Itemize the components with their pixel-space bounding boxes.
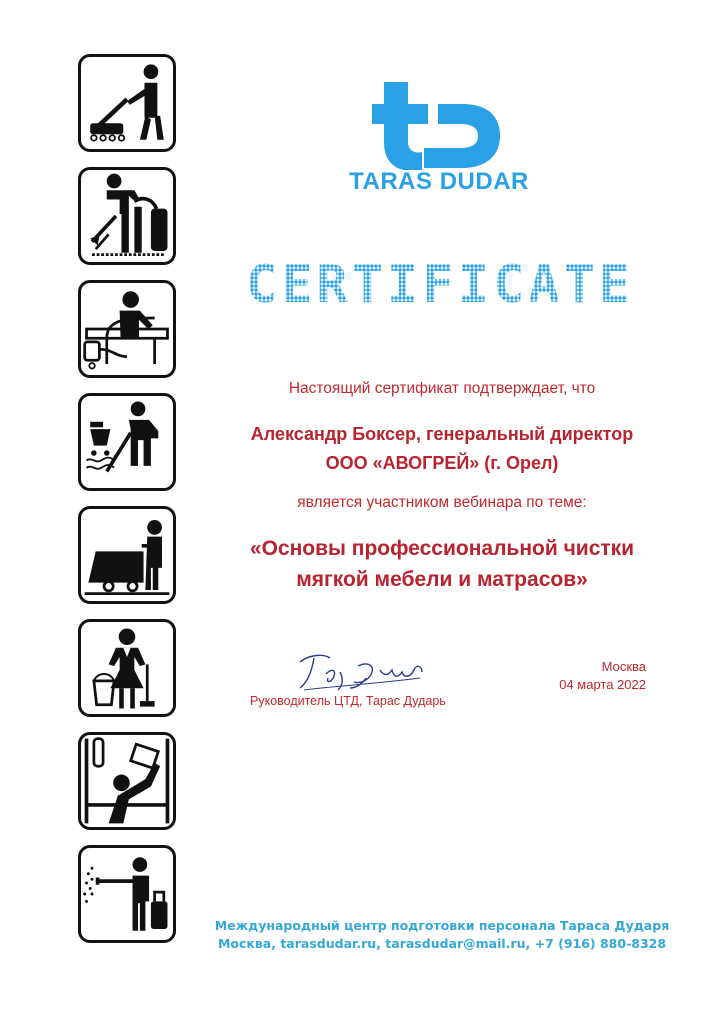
carpet-extractor-icon: [78, 167, 176, 265]
pressure-washer-icon: [78, 845, 176, 943]
recipient-company: ООО «АВОГРЕЙ» (г. Орел): [325, 453, 559, 473]
certificate-title-text: CERTIFICATE: [250, 260, 630, 310]
footer-contacts: Москва, tarasdudar.ru, tarasdudar@mail.ru, +7 (916) 880-8328: [217, 936, 667, 951]
topic-line-2: мягкой мебели и матрасов»: [296, 568, 588, 591]
brand-name: TARAS DUDAR: [349, 168, 529, 195]
handwritten-signature: [296, 648, 426, 696]
td-logo-mark: [326, 80, 552, 170]
janitor-mopping-icon: [78, 393, 176, 491]
signer-title: Руководитель ЦТД, Тарас Дударь: [250, 694, 446, 708]
intro-text: Настоящий сертификат подтверждает, что: [288, 380, 596, 397]
webinar-topic: [200, 533, 684, 595]
floor-polisher-icon: [78, 54, 176, 152]
recipient: [200, 420, 684, 478]
date: 04 марта 2022: [559, 677, 646, 692]
place-and-date: [520, 658, 646, 694]
footer-organization: Международный центр подготовки персонала Тараса Дударя: [214, 918, 670, 933]
topic-line-1: «Основы профессиональной чистки: [249, 537, 635, 560]
recipient-name: Александр Боксер, генеральный директор: [250, 424, 634, 444]
certificate-title: [250, 260, 630, 310]
maid-with-bucket-icon: [78, 619, 176, 717]
participant-text: является участником вебинара по теме:: [297, 494, 587, 511]
city: Москва: [601, 659, 646, 674]
window-washing-icon: [78, 732, 176, 830]
upholstery-cleaning-icon: [78, 280, 176, 378]
floor-scrubber-icon: [78, 506, 176, 604]
